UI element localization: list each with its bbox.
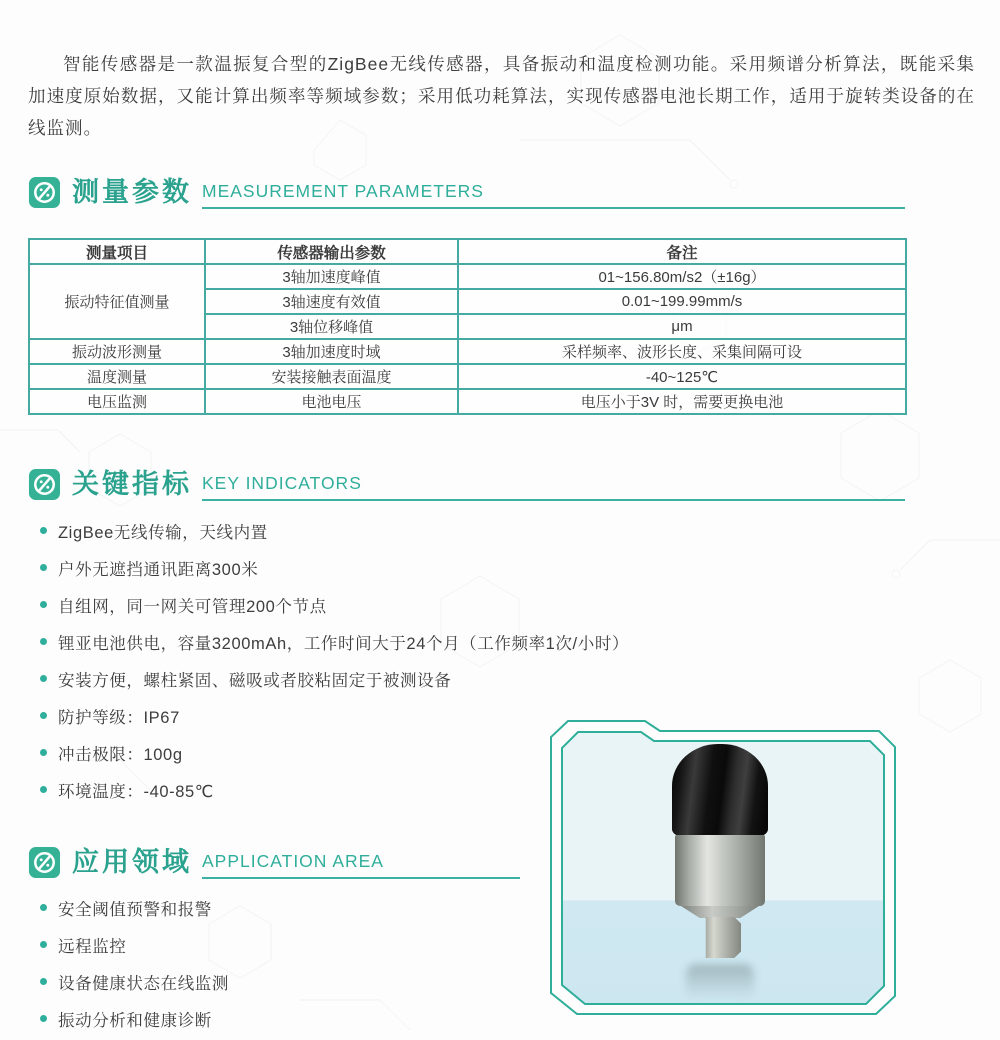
- section-underline: [202, 472, 905, 501]
- list-item: [40, 741, 629, 764]
- bullet-icon: [40, 904, 47, 911]
- cell-param: 3轴速度有效值: [205, 289, 458, 314]
- list-item: [40, 933, 229, 956]
- cell-param: 3轴加速度峰值: [205, 264, 458, 289]
- cell-param: 3轴位移峰值: [205, 314, 458, 339]
- list-item: [40, 630, 629, 653]
- circle-slash-icon: [28, 846, 61, 879]
- list-item: [40, 593, 629, 616]
- section-underline: [202, 180, 905, 209]
- col-header-item: 测量项目: [29, 239, 205, 264]
- bullet-icon: [40, 712, 47, 719]
- cell-param: 电池电压: [205, 389, 458, 414]
- cell-item: 振动特征值测量: [29, 264, 205, 339]
- cell-item: 温度测量: [29, 364, 205, 389]
- bullet-icon: [40, 1015, 47, 1022]
- list-item: [40, 970, 229, 993]
- bullet-icon: [40, 601, 47, 608]
- list-item-text: 安装方便，螺柱紧固、磁吸或者胶粘固定于被测设备: [58, 671, 452, 690]
- sensor-black-cap: [672, 744, 768, 836]
- list-item-text: 户外无遮挡通讯距离300米: [58, 560, 259, 579]
- list-item-text: 冲击极限：100g: [58, 745, 183, 764]
- list-item: [40, 896, 229, 919]
- col-header-note: 备注: [458, 239, 906, 264]
- section-title-cn: 关键指标: [72, 469, 192, 499]
- cell-note: -40~125℃: [458, 364, 906, 389]
- cell-note: 电压小于3V 时，需要更换电池: [458, 389, 906, 414]
- col-header-param: 传感器输出参数: [205, 239, 458, 264]
- section-title-cn: 应用领域: [72, 847, 192, 877]
- bullet-icon: [40, 638, 47, 645]
- list-item-text: 锂亚电池供电，容量3200mAh，工作时间大于24个月（工作频率1次/小时）: [58, 634, 630, 653]
- key-indicators-list: [40, 519, 629, 815]
- section-header-measurement: [28, 176, 905, 209]
- cell-note: μm: [458, 314, 906, 339]
- list-item-text: 设备健康状态在线监测: [58, 974, 229, 993]
- table-row: [29, 389, 906, 414]
- cell-note: 0.01~199.99mm/s: [458, 289, 906, 314]
- product-photo-card: [548, 718, 898, 1025]
- list-item-text: 防护等级：IP67: [58, 708, 180, 727]
- bullet-icon: [40, 749, 47, 756]
- list-item-text: 远程监控: [58, 937, 127, 956]
- list-item-text: 自组网，同一网关可管理200个节点: [58, 597, 327, 616]
- section-header-indicators: [28, 468, 905, 501]
- sensor-reflection: [686, 964, 754, 1000]
- bullet-icon: [40, 675, 47, 682]
- section-title-en: MEASUREMENT PARAMETERS: [202, 181, 484, 201]
- list-item: [40, 556, 629, 579]
- cell-param: 3轴加速度时域: [205, 339, 458, 364]
- intro-paragraph: 智能传感器是一款温振复合型的ZigBee无线传感器，具备振动和温度检测功能。采用频谱分析算法，既能采集加速度原始数据，又能计算出频率等频域参数；采用低功耗算法，实现传感器电池长期工作，适用于旋转类设备的在线监测。: [28, 53, 975, 138]
- list-item: [40, 704, 629, 727]
- bullet-icon: [40, 527, 47, 534]
- list-item: [40, 1007, 229, 1030]
- table-row: [29, 339, 906, 364]
- section-title-en: APPLICATION AREA: [202, 851, 384, 871]
- cell-item: 振动波形测量: [29, 339, 205, 364]
- table-row: [29, 264, 906, 289]
- section-header-application: [28, 846, 520, 879]
- list-item-text: 振动分析和健康诊断: [58, 1011, 212, 1030]
- list-item: [40, 778, 629, 801]
- list-item-text: ZigBee无线传输，天线内置: [58, 523, 268, 542]
- cell-item: 电压监测: [29, 389, 205, 414]
- list-item: [40, 667, 629, 690]
- sensor-metal-body: [675, 835, 765, 906]
- table-header-row: [29, 239, 906, 264]
- list-item-text: 环境温度：-40-85℃: [58, 782, 214, 801]
- application-areas-list: [40, 896, 229, 1040]
- list-item: [40, 519, 629, 542]
- section-underline: [202, 850, 520, 879]
- cell-note: 采样频率、波形长度、采集间隔可设: [458, 339, 906, 364]
- table-row: [29, 364, 906, 389]
- circle-slash-icon: [28, 176, 61, 209]
- bullet-icon: [40, 786, 47, 793]
- bullet-icon: [40, 564, 47, 571]
- bullet-icon: [40, 978, 47, 985]
- cell-note: 01~156.80m/s2（±16g）: [458, 264, 906, 289]
- section-title-en: KEY INDICATORS: [202, 473, 362, 493]
- list-item-text: 安全阈值预警和报警: [58, 900, 212, 919]
- cell-param: 安装接触表面温度: [205, 364, 458, 389]
- measurement-table: [28, 238, 907, 415]
- section-title-cn: 测量参数: [72, 177, 192, 207]
- bullet-icon: [40, 941, 47, 948]
- circle-slash-icon: [28, 468, 61, 501]
